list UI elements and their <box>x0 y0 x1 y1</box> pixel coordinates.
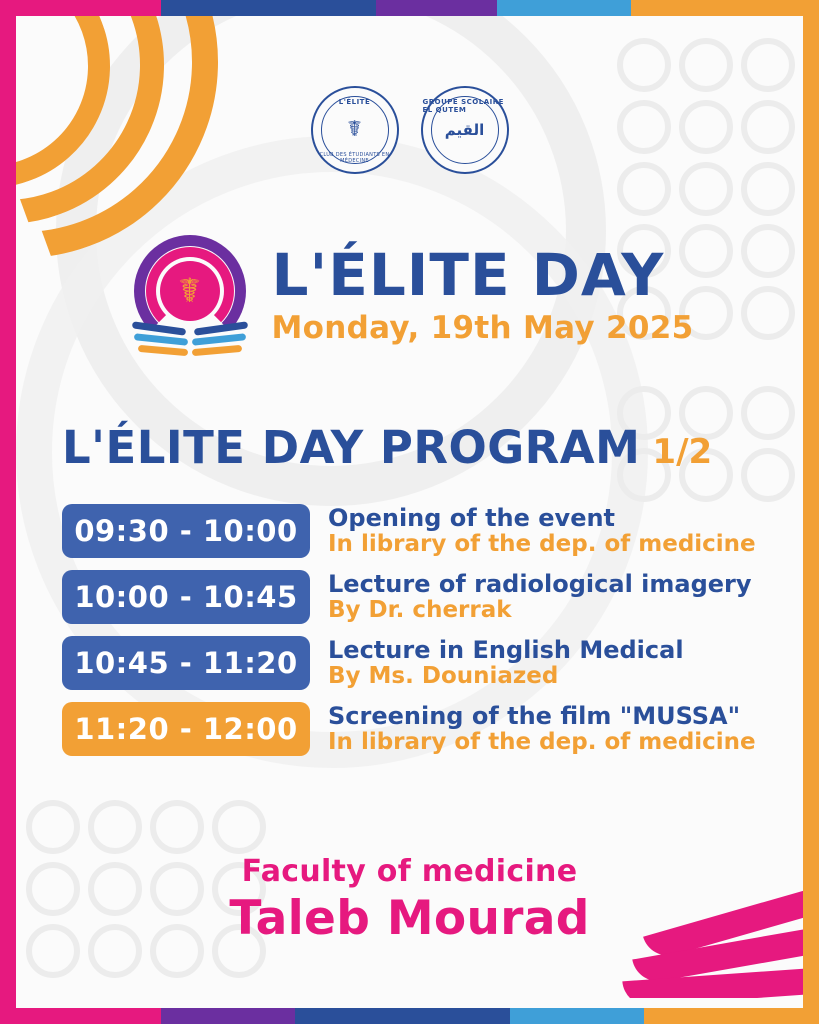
logo-caduceus-icon: ☤ <box>160 261 220 321</box>
ring <box>212 800 266 854</box>
frame-right <box>803 0 819 1024</box>
book-page <box>191 345 241 356</box>
poster-canvas <box>16 16 803 1008</box>
title-text <box>271 241 694 346</box>
ring <box>741 448 795 502</box>
elite-day-logo-icon <box>126 231 254 361</box>
schedule-item-subtitle: In library of the dep. of medicine <box>328 530 756 557</box>
frame-strip <box>497 0 631 16</box>
schedule-item <box>62 570 767 624</box>
ring <box>741 38 795 92</box>
event-title: L'ÉLITE DAY <box>271 241 665 309</box>
program-part-badge: 1/2 <box>652 432 713 472</box>
book-page <box>191 333 245 346</box>
title-block <box>16 231 803 361</box>
ring <box>26 800 80 854</box>
schedule-time-badge: 11:20 - 12:00 <box>62 702 310 756</box>
crest-title: L'ÉLITE <box>338 98 371 106</box>
schedule-time-badge: 09:30 - 10:00 <box>62 504 310 558</box>
ring <box>617 38 671 92</box>
frame-strip <box>510 1008 644 1024</box>
crest-row <box>16 86 803 174</box>
schedule-item-text <box>328 703 756 756</box>
frame-top <box>0 0 819 16</box>
program-heading <box>62 421 712 474</box>
schedule-time-badge: 10:45 - 11:20 <box>62 636 310 690</box>
faculty-label: Faculty of medicine <box>241 854 578 889</box>
schedule-item-text <box>328 637 684 690</box>
frame-left <box>0 0 16 1024</box>
schedule-item <box>62 636 767 690</box>
footer <box>16 854 803 946</box>
book-page <box>133 333 187 346</box>
schedule-item-text <box>328 571 752 624</box>
caduceus-icon: ☤ <box>347 117 362 142</box>
logo-book-icon <box>132 325 248 359</box>
crest-title: GROUPE SCOLAIRE EL QUTEM <box>422 98 504 114</box>
schedule-item-title: Lecture of radiological imagery <box>328 569 752 598</box>
event-date: Monday, 19th May 2025 <box>271 310 694 346</box>
frame-bottom <box>0 1008 819 1024</box>
faculty-name: Taleb Mourad <box>229 891 590 946</box>
schedule-list <box>62 504 767 756</box>
schedule-item-title: Lecture in English Medical <box>328 635 684 664</box>
frame-strip <box>295 1008 510 1024</box>
schedule-item-title: Screening of the film "MUSSA" <box>328 701 741 730</box>
crest-subtitle: CLUB DES ÉTUDIANTS EN MÉDECINE <box>319 152 390 164</box>
ring <box>88 800 142 854</box>
groupe-scolaire-crest <box>421 86 509 174</box>
schedule-item <box>62 504 767 558</box>
arabic-seal-icon: القيم <box>444 121 485 139</box>
ring <box>741 386 795 440</box>
ring <box>679 38 733 92</box>
frame-strip <box>161 1008 295 1024</box>
schedule-item-text <box>328 505 756 558</box>
schedule-item-subtitle: By Ms. Douniazed <box>328 662 559 689</box>
frame-strip <box>0 1008 161 1024</box>
frame-strip <box>0 0 161 16</box>
frame-strip <box>631 0 819 16</box>
schedule-item-title: Opening of the event <box>328 503 616 532</box>
program-heading-text: L'ÉLITE DAY PROGRAM <box>62 421 641 474</box>
frame-strip <box>644 1008 819 1024</box>
book-page <box>137 345 187 356</box>
schedule-item-subtitle: By Dr. cherrak <box>328 596 512 623</box>
schedule-item-subtitle: In library of the dep. of medicine <box>328 728 756 755</box>
frame-strip <box>376 0 497 16</box>
ring <box>150 800 204 854</box>
schedule-time-badge: 10:00 - 10:45 <box>62 570 310 624</box>
schedule-item <box>62 702 767 756</box>
elite-club-crest <box>311 86 399 174</box>
frame-strip <box>161 0 376 16</box>
